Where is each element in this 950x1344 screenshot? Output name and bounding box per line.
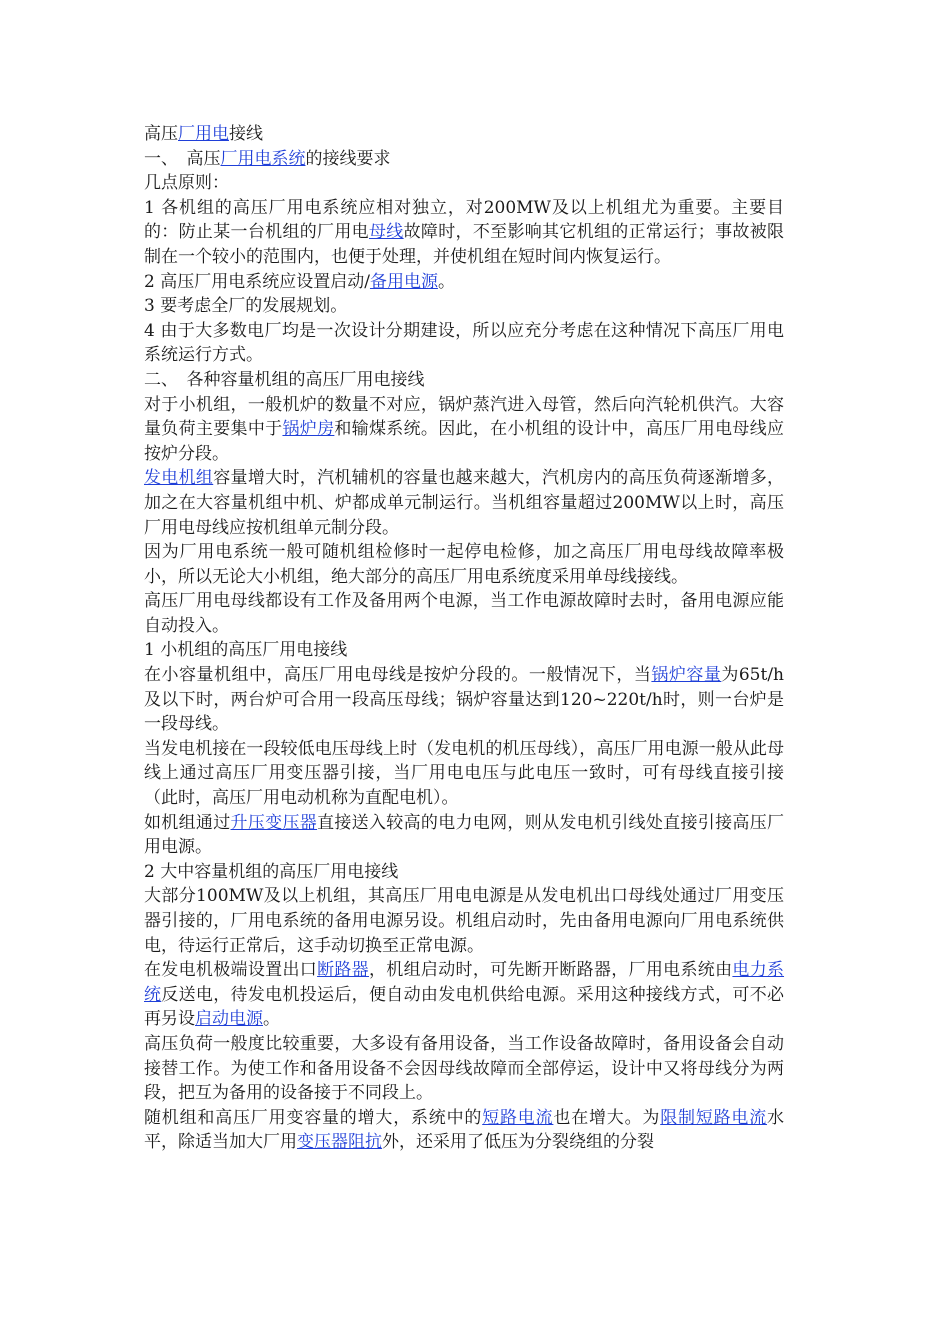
paragraph xyxy=(144,393,784,467)
paragraph xyxy=(144,1106,784,1155)
paragraph xyxy=(144,1032,784,1106)
paragraph xyxy=(144,122,784,147)
hyperlink[interactable]: 锅炉房 xyxy=(282,419,335,440)
text-run: 为65t/h及以下时，两台炉可合用一段高压母线；锅炉容量达到120~220t/h时，则一台炉是一段母线。 xyxy=(144,665,785,735)
hyperlink[interactable]: 母线 xyxy=(368,222,404,243)
text-run: 几点原则： xyxy=(144,173,229,194)
hyperlink[interactable]: 断路器 xyxy=(317,960,369,981)
text-run: 高压负荷一般度比较重要，大多设有备用设备，当工作设备故障时，备用设备会自动接替工作。为使工作和备用设备不会因母线故障而全部停运，设计中又将母线分为两段，把互为备用的设备接于不同段上。 xyxy=(144,1033,784,1104)
paragraph xyxy=(144,147,784,172)
text-run: 如机组通过 xyxy=(144,812,231,833)
hyperlink[interactable]: 备用电源 xyxy=(369,271,438,292)
text-run: 4 由于大多数电厂均是一次设计分期建设，所以应充分考虑在这种情况下高压厂用电系统运行方式。 xyxy=(144,320,784,366)
text-run: 3 要考虑全厂的发展规划。 xyxy=(144,296,348,317)
text-run: 在发电机极端设置出口 xyxy=(144,960,318,981)
paragraph xyxy=(144,270,784,295)
hyperlink[interactable]: 限制短路电流 xyxy=(660,1107,768,1128)
hyperlink[interactable]: 发电机组 xyxy=(144,468,214,489)
text-run: 高压厂用电母线都设有工作及备用两个电源，当工作电源故障时去时，备用电源应能自动投入。 xyxy=(144,591,784,636)
paragraph xyxy=(144,737,784,811)
paragraph xyxy=(144,294,784,319)
paragraph xyxy=(144,319,784,368)
document-body xyxy=(144,122,784,1155)
text-run: 当发电机接在一段较低电压母线上时（发电机的机压母线），高压厂用电源一般从此母线上通过高压厂用变压器引接，当厂用电电压与此电压一致时，可有母线直接引接（此时，高压厂用电动机称为直配电机）。 xyxy=(144,738,784,809)
paragraph xyxy=(144,368,784,393)
hyperlink[interactable]: 锅炉容量 xyxy=(651,665,722,686)
text-run: 。 xyxy=(263,1009,280,1030)
paragraph xyxy=(144,958,784,1032)
paragraph xyxy=(144,884,784,958)
text-run: 1 各机组的高压厂用电系统应相对独立，对200MW及以上机组尤为重要。主要目的：防止某一台机组的厂用电 xyxy=(144,197,784,243)
paragraph xyxy=(144,466,784,540)
paragraph xyxy=(144,589,784,638)
text-run: 高压 xyxy=(144,124,178,144)
text-run: 水平，除适当加大厂用 xyxy=(144,1107,785,1153)
text-run: 大部分100MW及以上机组，其高压厂用电电源是从发电机出口母线处通过厂用变压器引接的，厂用电系统的备用电源另设。机组启动时，先由备用电源向厂用电系统供电，待运行正常后，这手动切换至正常电源。 xyxy=(144,886,784,956)
hyperlink[interactable]: 变压器阻抗 xyxy=(297,1132,382,1153)
text-run: 容量增大时，汽机辅机的容量也越来越大，汽机房内的高压负荷逐渐增多，加之在大容量机组中机、炉都成单元制运行。当机组容量超过200MW以上时，高压厂用电母线应按机组单元制分段。 xyxy=(144,468,785,538)
text-run: 1 小机组的高压厂用电接线 xyxy=(144,640,348,661)
hyperlink[interactable]: 电力系统 xyxy=(144,960,785,1005)
paragraph xyxy=(144,196,784,270)
paragraph xyxy=(144,663,784,737)
text-run: 故障时，不至影响其它机组的正常运行；事故被限制在一个较小的范围内，也便于处理，并使机组在短时间内恢复运行。 xyxy=(144,222,785,267)
hyperlink[interactable]: 升压变压器 xyxy=(230,812,318,833)
text-run: 。 xyxy=(437,271,455,292)
text-run: 因为厂用电系统一般可随机组检修时一起停电检修，加之高压厂用电母线故障率极小，所以无论大小机组，绝大部分的高压厂用电系统度采用单母线接线。 xyxy=(144,542,784,587)
text-run: 外，还采用了低压为分裂绕组的分裂 xyxy=(382,1132,654,1153)
text-run: 2 大中容量机组的高压厂用电接线 xyxy=(144,861,399,882)
hyperlink[interactable]: 启动电源 xyxy=(195,1009,263,1030)
paragraph xyxy=(144,540,784,589)
hyperlink[interactable]: 厂用电 xyxy=(178,124,229,144)
text-run: 随机组和高压厂用变容量的增大，系统中的 xyxy=(144,1107,483,1128)
text-run: ，机组启动时，可先断开断路器，厂用电系统由 xyxy=(368,960,733,981)
paragraph xyxy=(144,811,784,860)
paragraph xyxy=(144,171,784,196)
hyperlink[interactable]: 短路电流 xyxy=(482,1107,554,1128)
hyperlink[interactable]: 厂用电系统 xyxy=(220,148,306,169)
paragraph xyxy=(144,860,784,885)
text-run: 反送电，待发电机投运后，便自动由发电机供给电源。采用这种接线方式，可不必再另设 xyxy=(144,984,785,1030)
text-run: 接线 xyxy=(229,124,263,144)
text-run: 的接线要求 xyxy=(305,148,391,169)
paragraph xyxy=(144,638,784,663)
text-run: 和输煤系统。因此，在小机组的设计中，高压厂用电母线应按炉分段。 xyxy=(144,419,785,464)
text-run: 对于小机组，一般机炉的数量不对应，锅炉蒸汽进入母管，然后向汽轮机供汽。大容量负荷主要集中于 xyxy=(144,394,784,440)
text-run: 在小容量机组中，高压厂用电母线是按炉分段的。一般情况下，当 xyxy=(144,665,652,686)
text-run: 一、 高压 xyxy=(144,148,221,169)
text-run: 2 高压厂用电系统应设置启动/ xyxy=(144,271,370,292)
text-run: 直接送入较高的电力电网，则从发电机引线处直接引接高压厂用电源。 xyxy=(144,812,785,858)
text-run: 二、 各种容量机组的高压厂用电接线 xyxy=(144,369,425,390)
text-run: 也在增大。为 xyxy=(553,1107,661,1128)
